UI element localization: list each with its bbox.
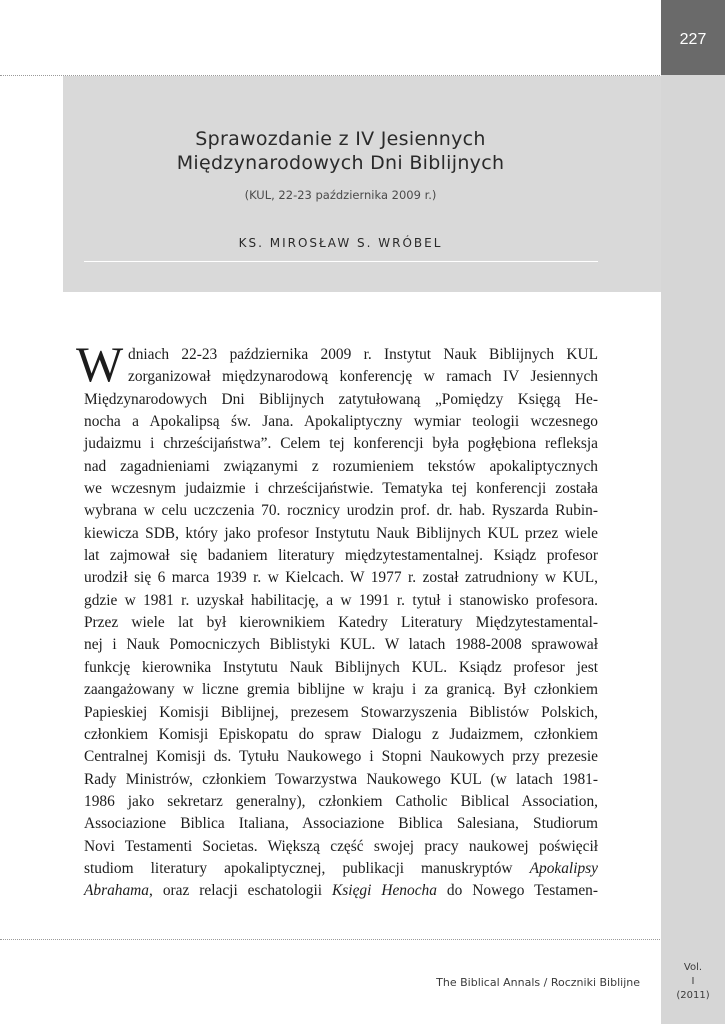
body-line [84, 858, 598, 880]
body-line: nej i Nauk Pomocniczych Biblistyki KUL. W latach 1988-2008 sprawował [84, 636, 598, 654]
body-line: we wczesnym judaizmie i chrześcijaństwie. Tematyka tej konferencji została [84, 480, 598, 498]
body-text-run: oraz relacji eschatologii [162, 882, 323, 900]
article-title-line: Sprawozdanie z IV Jesiennych [195, 128, 486, 150]
volume-label: Vol. [683, 962, 703, 973]
article-body [84, 344, 598, 903]
body-line: zorganizował międzynarodową konferencję w ramach IV Jesiennych [128, 368, 598, 386]
body-line: urodził się 6 marca 1939 r. w Kielcach. W 1977 r. został zatrudniony w KUL, [84, 569, 598, 587]
body-line: Novi Testamenti Societas. Większą część swojej pracy naukowej poświęcił [84, 837, 598, 855]
body-line: zaangażowany w liczne gremia biblijne w kraju i za granicą. Był członkiem [84, 681, 598, 699]
article-header-box [63, 76, 661, 292]
footer-volume [661, 961, 725, 1003]
body-line: Abrahama, oraz relacji eschatologii Księgi Henocha do Nowego Testamen- [84, 882, 598, 900]
body-line: judaizmu i chrześcijaństwa”. Celem tej konferencji była pogłębiona refleksja [84, 435, 598, 453]
italic-title: Abrahama [84, 882, 149, 900]
article-subtitle: (KUL, 22-23 października 2009 r.) [244, 188, 437, 202]
italic-title: Księgi Henocha [332, 882, 437, 900]
body-line: Międzynarodowych Dni Biblijnych zatytułowaną „Pomiędzy Księgą He- [84, 390, 598, 408]
author-divider [84, 261, 598, 262]
footer-journal-title: The Biblical Annals / Roczniki Biblijne [436, 976, 640, 989]
body-line: lat zajmował się badaniem literatury międzytestamentalnej. Ksiądz profesor [84, 547, 598, 565]
italic-title: Apokalipsy [529, 859, 598, 877]
article-title-line: Międzynarodowych Dni Biblijnych [176, 152, 505, 174]
article-title [63, 127, 618, 175]
body-line: Centralnej Komisji ds. Tytułu Naukowego i Stopni Naukowych przy prezesie [84, 748, 598, 766]
drop-cap: W [76, 336, 124, 392]
bottom-dotted-rule [0, 939, 660, 940]
side-margin-strip [661, 0, 725, 1024]
body-line: Papieskiej Komisji Biblijnej, prezesem Stowarzyszenia Biblistów Polskich, [84, 703, 598, 721]
body-line: Rady Ministrów, członkiem Towarzystwa Naukowego KUL (w latach 1981- [84, 770, 598, 788]
body-line: członkiem Komisji Episkopatu do spraw Dialogu z Judaizmem, członkiem [84, 725, 598, 743]
body-line: nocha a Apokalipsą św. Jana. Apokaliptyczny wymiar teologii wczesnego [84, 413, 598, 431]
body-line: kiewicza SDB, który jako profesor Instytutu Nauk Biblijnych KUL przez wiele [84, 524, 598, 542]
article-author: KS. MIROSŁAW S. WRÓBEL [238, 236, 443, 250]
body-line: Przez wiele lat był kierownikiem Katedry Literatury Międzytestamental- [84, 614, 598, 632]
body-line: 1986 jako sekretarz generalny), członkiem Catholic Biblical Association, [84, 792, 598, 810]
body-line: dniach 22-23 października 2009 r. Instytut Nauk Biblijnych KUL [128, 346, 598, 363]
body-line: gdzie w 1981 r. uzyskał habilitację, a w 1991 r. tytuł i stanowisko profesora. [84, 591, 598, 609]
body-line: funkcję kierownika Instytutu Nauk Biblijnych KUL. Ksiądz profesor jest [84, 658, 598, 676]
page-number: 227 [679, 31, 707, 48]
page-number-tab [661, 0, 725, 75]
volume-year: (2011) [676, 990, 710, 1001]
body-line: wybrana w celu uczczenia 70. rocznicy urodzin prof. dr. hab. Ryszarda Rubin- [84, 502, 598, 520]
body-line: Associazione Biblica Italiana, Associazione Biblica Salesiana, Studiorum [84, 815, 598, 833]
body-text-run: studiom literatury apokaliptycznej, publikacji manuskryptów [84, 859, 513, 877]
body-line: nad zagadnieniami związanymi z rozumieniem tekstów apokaliptycznych [84, 457, 598, 475]
volume-number: I [691, 976, 695, 987]
body-text-run: do Nowego Testamen- [446, 882, 598, 900]
